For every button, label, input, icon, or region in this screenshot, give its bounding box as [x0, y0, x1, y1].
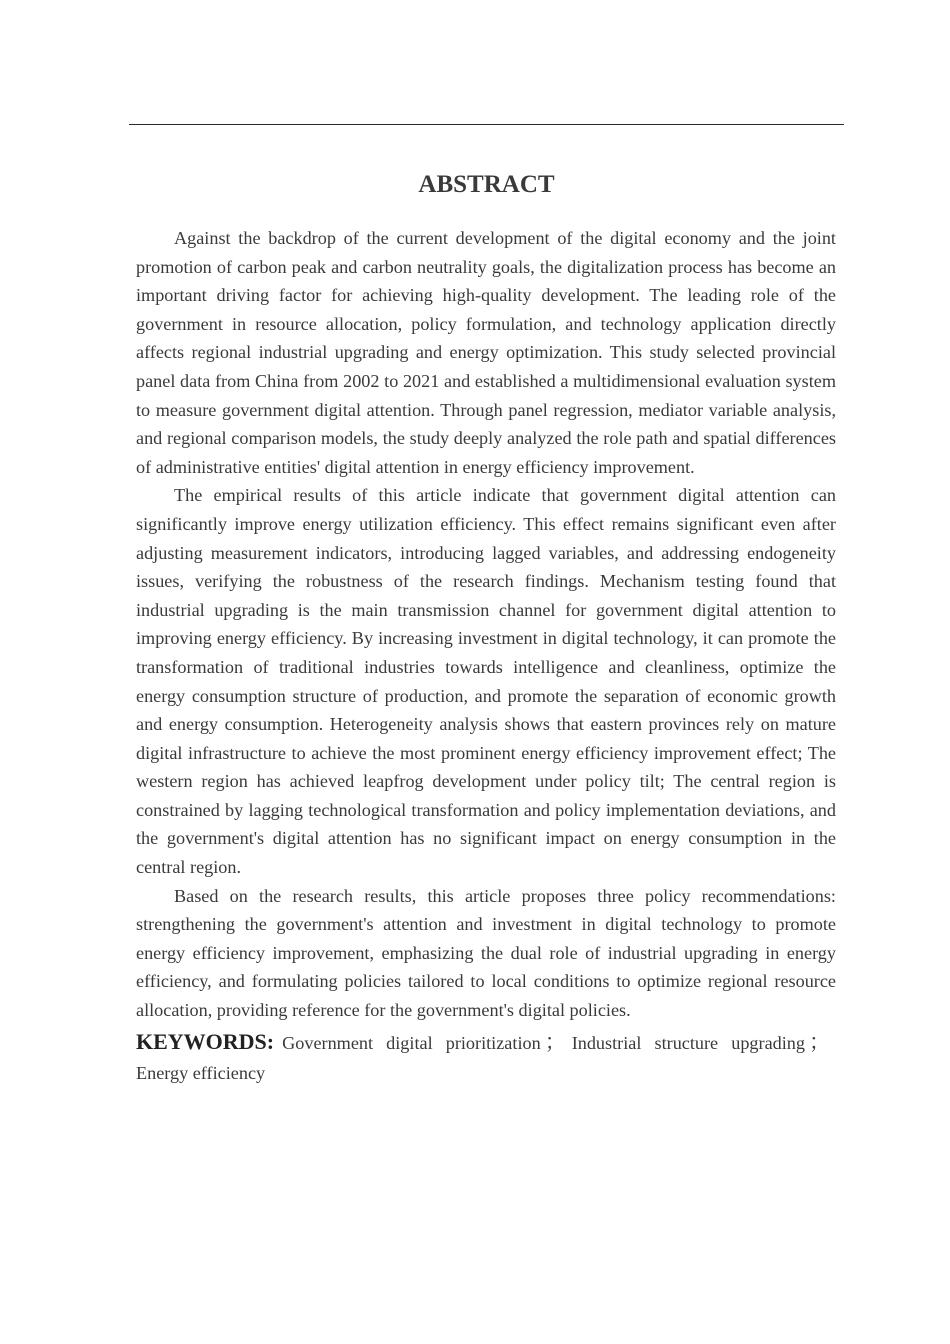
keyword-separator: ； [544, 1029, 566, 1054]
keyword-3: Energy efficiency [136, 1062, 266, 1083]
abstract-title: ABSTRACT [418, 171, 555, 198]
keywords-label: KEYWORDS: [136, 1028, 275, 1054]
header-rule [129, 124, 844, 125]
keyword-separator: ； [809, 1029, 830, 1054]
abstract-paragraph-1: Against the backdrop of the current development of the digital economy and the joint promotion of carbon peak and carbon neutrality goals, the digitalization process has become an important driving factor for achieving high-quality development. The leading role of the government in resource allocation, policy formulation, and technology application directly affects regional industrial upgrading and energy optimization. This study selected provincial panel data from China from 2002 to 2021 and established a multidimensional evaluation system to measure government digital attention. Through panel regression, mediator variable analysis, and regional comparison models, the study deeply analyzed the role path and spatial differences of administrative entities' digital attention in energy efficiency improvement. [136, 228, 836, 477]
abstract-paragraph-3: Based on the research results, this article proposes three policy recommendations: strengthening the government's attention and investment in digital technology to promote energy efficiency improvement, emphasizing the dual role of industrial upgrading in energy efficiency, and formulating policies tailored to local conditions to optimize regional resource allocation, providing reference for the government's digital policies. [136, 885, 836, 1021]
keywords-line [136, 1027, 836, 1088]
abstract-paragraph-2: The empirical results of this article indicate that government digital attention can significantly improve energy utilization efficiency. This effect remains significant even after adjusting measurement indicators, introducing lagged variables, and addressing endogeneity issues, verifying the robustness of the research findings. Mechanism testing found that industrial upgrading is the main transmission channel for government digital attention to improving energy efficiency. By increasing investment in digital technology, it can promote the transformation of traditional industries towards intelligence and cleanliness, optimize the energy consumption structure of production, and promote the separation of economic growth and energy consumption. Heterogeneity analysis shows that eastern provinces rely on mature digital infrastructure to achieve the most prominent energy efficiency improvement effect; The western region has achieved leapfrog development under policy tilt; The central region is constrained by lagging technological transformation and policy implementation deviations, and the government's digital attention has no significant impact on energy consumption in the central region. [136, 485, 836, 878]
abstract-body [136, 224, 836, 1088]
keyword-2: Industrial structure upgrading [571, 1032, 805, 1053]
keyword-1: Government digital prioritization [282, 1032, 541, 1053]
